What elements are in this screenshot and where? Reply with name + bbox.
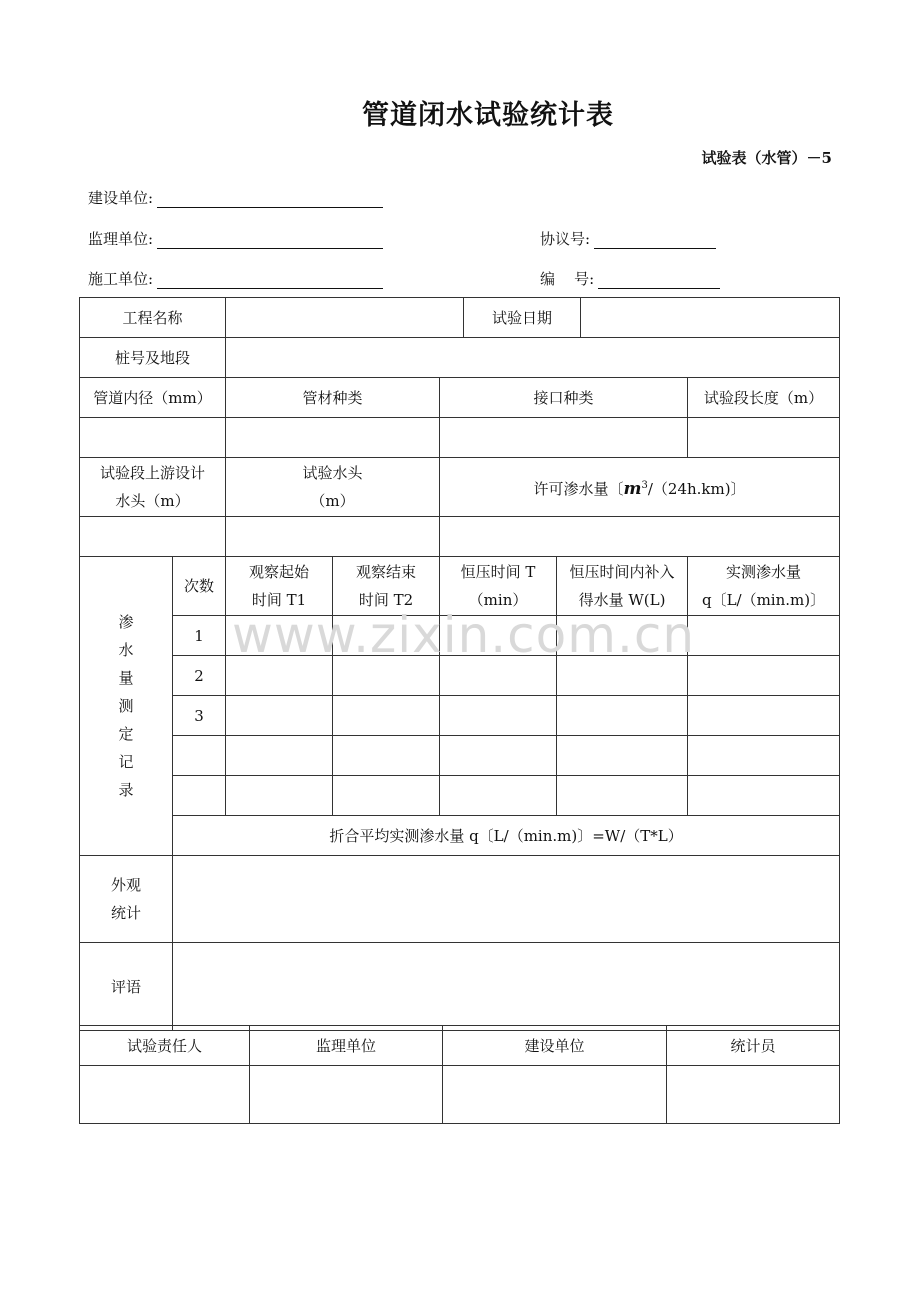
supervisor-field xyxy=(88,228,383,249)
table-row xyxy=(80,776,840,816)
test-date-value[interactable] xyxy=(581,298,840,338)
allowable-seepage-label xyxy=(440,458,840,517)
record-char: 定 xyxy=(118,725,134,743)
cell[interactable] xyxy=(333,696,440,736)
cell[interactable] xyxy=(440,776,557,816)
cell[interactable] xyxy=(440,736,557,776)
pipe-material-value[interactable] xyxy=(226,418,440,458)
sign-supervisor-label: 监理单位 xyxy=(250,1026,443,1066)
table-row xyxy=(80,736,840,776)
cell[interactable] xyxy=(688,656,840,696)
constructor-field xyxy=(88,268,383,289)
watermark: www.zixin.com.cn xyxy=(232,606,696,664)
row-number: 3 xyxy=(173,696,226,736)
allowable-unit: m xyxy=(623,478,642,499)
stake-section-label: 桩号及地段 xyxy=(80,338,226,378)
col-t2 xyxy=(333,557,440,616)
table-row xyxy=(80,656,840,696)
form-code: 试验表（水管）－5 xyxy=(701,149,832,167)
agreement-label: 协议号: xyxy=(540,230,591,248)
row-number xyxy=(173,736,226,776)
record-char: 记 xyxy=(118,753,134,771)
constructor-line[interactable] xyxy=(157,270,383,289)
cell[interactable] xyxy=(226,656,333,696)
col-times: 次数 xyxy=(173,557,226,616)
supervisor-label: 监理单位: xyxy=(88,230,154,248)
col-q-line1: 实测渗水量 xyxy=(726,563,802,581)
cell[interactable] xyxy=(688,616,840,656)
page-title: 管道闭水试验统计表 xyxy=(362,100,614,131)
cell[interactable] xyxy=(226,736,333,776)
joint-type-label: 接口种类 xyxy=(440,378,688,418)
record-char: 水 xyxy=(118,641,134,659)
comment-label: 评语 xyxy=(80,943,173,1031)
appearance-line2: 统计 xyxy=(110,904,141,922)
cell[interactable] xyxy=(226,616,333,656)
test-head-label xyxy=(226,458,440,517)
col-t1-line2: 时间 T1 xyxy=(251,591,307,609)
cell[interactable] xyxy=(557,696,688,736)
col-t-line2: （min） xyxy=(468,591,528,609)
test-head-line1: 试验水头 xyxy=(302,464,363,482)
section-length-label: 试验段长度（m） xyxy=(688,378,840,418)
appearance-line1: 外观 xyxy=(110,876,141,894)
record-char: 渗 xyxy=(118,613,134,631)
statistician-label: 统计员 xyxy=(667,1026,840,1066)
col-t1 xyxy=(226,557,333,616)
cell[interactable] xyxy=(557,616,688,656)
cell[interactable] xyxy=(333,736,440,776)
col-t2-line2: 时间 T2 xyxy=(358,591,414,609)
row-number: 2 xyxy=(173,656,226,696)
allowable-suffix: /（24h.km)〕 xyxy=(647,479,746,498)
number-field xyxy=(540,268,720,289)
owner-field xyxy=(88,187,383,208)
owner-label: 建设单位: xyxy=(88,189,154,207)
pipe-diameter-value[interactable] xyxy=(80,418,226,458)
upstream-head-line1: 试验段上游设计 xyxy=(100,464,206,482)
cell[interactable] xyxy=(688,776,840,816)
upstream-head-label xyxy=(80,458,226,517)
pipe-material-label: 管材种类 xyxy=(226,378,440,418)
cell[interactable] xyxy=(440,696,557,736)
allowable-seepage-value[interactable] xyxy=(440,517,840,557)
cell[interactable] xyxy=(226,776,333,816)
upstream-head-value[interactable] xyxy=(80,517,226,557)
allowable-sup: 3 xyxy=(641,479,648,491)
cell[interactable] xyxy=(688,736,840,776)
record-char: 量 xyxy=(118,669,134,687)
test-table xyxy=(79,297,840,1031)
owner-sign[interactable] xyxy=(443,1066,667,1124)
cell[interactable] xyxy=(557,656,688,696)
record-char: 测 xyxy=(118,697,134,715)
stake-section-value[interactable] xyxy=(226,338,840,378)
signature-table xyxy=(79,1025,840,1124)
agreement-line[interactable] xyxy=(594,230,716,249)
col-w-line1: 恒压时间内补入 xyxy=(569,563,675,581)
cell[interactable] xyxy=(333,656,440,696)
agreement-field xyxy=(540,228,716,249)
table-row xyxy=(80,696,840,736)
statistician-sign[interactable] xyxy=(667,1066,840,1124)
cell[interactable] xyxy=(688,696,840,736)
seepage-record-label xyxy=(80,557,173,856)
col-t-line1: 恒压时间 T xyxy=(460,563,536,581)
tester-sign[interactable] xyxy=(80,1066,250,1124)
appearance-label xyxy=(80,856,173,943)
col-q-line2: q〔L/（min.m)〕 xyxy=(701,591,826,609)
constructor-label: 施工单位: xyxy=(88,270,154,288)
cell[interactable] xyxy=(440,656,557,696)
col-t2-line1: 观察结束 xyxy=(356,563,417,581)
number-label: 编 号: xyxy=(540,270,595,288)
col-w xyxy=(557,557,688,616)
project-name-value[interactable] xyxy=(226,298,464,338)
tester-label: 试验责任人 xyxy=(80,1026,250,1066)
joint-type-value[interactable] xyxy=(440,418,688,458)
comment-value[interactable] xyxy=(173,943,840,1031)
allowable-prefix: 许可渗水量〔 xyxy=(533,479,624,498)
supervisor-line[interactable] xyxy=(157,230,383,249)
col-q xyxy=(688,557,840,616)
test-head-line2: （m） xyxy=(310,492,355,510)
cell[interactable] xyxy=(440,616,557,656)
project-name-label: 工程名称 xyxy=(80,298,226,338)
supervisor-sign[interactable] xyxy=(250,1066,443,1124)
pipe-diameter-label: 管道内径（mm） xyxy=(80,378,226,418)
test-head-value[interactable] xyxy=(226,517,440,557)
cell[interactable] xyxy=(557,776,688,816)
upstream-head-line2: 水头（m） xyxy=(115,492,190,510)
owner-line[interactable] xyxy=(157,189,383,208)
cell[interactable] xyxy=(333,616,440,656)
record-char: 录 xyxy=(118,781,134,799)
row-number: 1 xyxy=(173,616,226,656)
average-seepage-formula: 折合平均实测渗水量 q〔L/（min.m)〕=W/（T*L） xyxy=(173,816,840,856)
col-t xyxy=(440,557,557,616)
test-date-label: 试验日期 xyxy=(464,298,581,338)
appearance-value[interactable] xyxy=(173,856,840,943)
row-number xyxy=(173,776,226,816)
section-length-value[interactable] xyxy=(688,418,840,458)
table-row xyxy=(80,616,840,656)
sign-owner-label: 建设单位 xyxy=(443,1026,667,1066)
cell[interactable] xyxy=(333,776,440,816)
cell[interactable] xyxy=(226,696,333,736)
number-line[interactable] xyxy=(598,270,720,289)
cell[interactable] xyxy=(557,736,688,776)
col-w-line2: 得水量 W(L) xyxy=(578,591,666,609)
col-t1-line1: 观察起始 xyxy=(249,563,310,581)
